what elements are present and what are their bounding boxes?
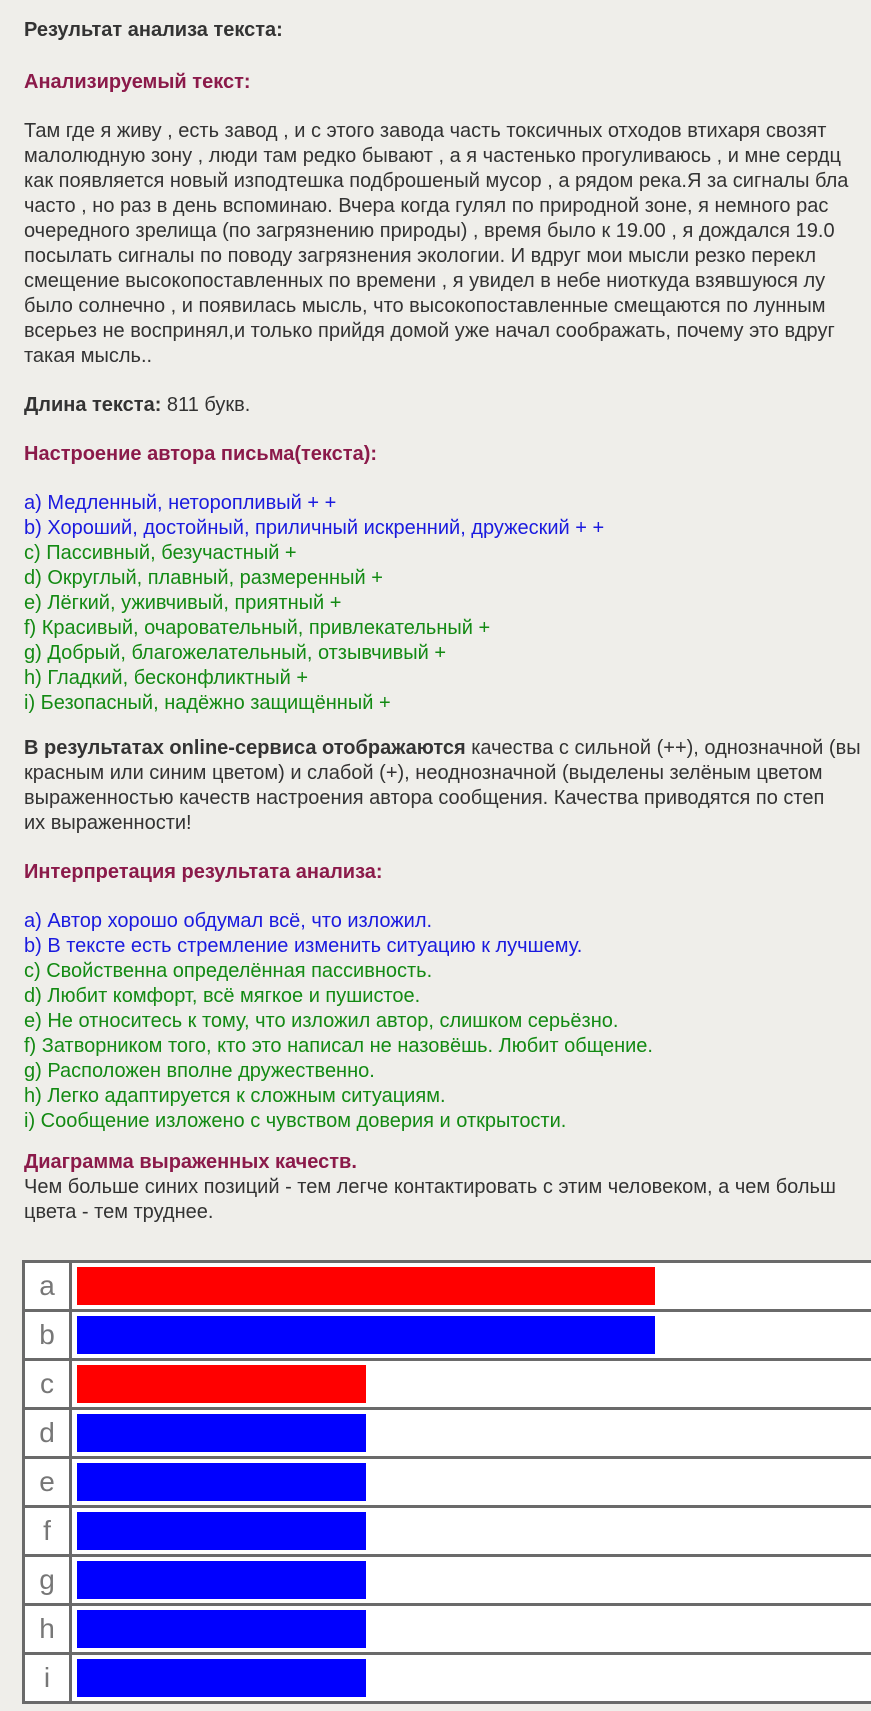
diagram-bar-h xyxy=(77,1610,366,1648)
diagram-bar-f xyxy=(77,1512,366,1550)
analyzed-text-line: очередного зрелища (по загрязнению природы) , время было к 19.00 , я дождался 19.0 xyxy=(24,220,835,242)
diagram-label-g: g xyxy=(25,1557,72,1603)
diagram-bar-g xyxy=(77,1561,366,1599)
mood-item-h: h) Гладкий, бесконфликтный + xyxy=(24,667,309,689)
diagram-track xyxy=(72,1655,871,1701)
service-note xyxy=(24,736,871,836)
diagram-track xyxy=(72,1606,871,1652)
mood-heading: Настроение автора письма(текста): xyxy=(24,443,378,465)
diagram-row-i xyxy=(25,1652,871,1701)
mood-item-f: f) Красивый, очаровательный, привлекательный + xyxy=(24,617,491,639)
text-length-value: 811 букв. xyxy=(161,394,251,416)
mood-item-c: c) Пассивный, безучастный + xyxy=(24,542,297,564)
diagram-row-b xyxy=(25,1309,871,1358)
diagram-row-g xyxy=(25,1554,871,1603)
diagram-row-a xyxy=(25,1263,871,1309)
diagram-description: Чем больше синих позиций - тем легче контактировать с этим человеком, а чем больш xyxy=(24,1176,836,1198)
diagram-heading: Диаграмма выраженных качеств. xyxy=(24,1151,357,1173)
interpretation-item-e: e) Не относитесь к тому, что изложил автор, слишком серьёзно. xyxy=(24,1010,619,1032)
analyzed-text-line: часто , но раз в день вспоминаю. Вчера когда гулял по природной зоне, я немного рас xyxy=(24,195,829,217)
diagram-track xyxy=(72,1508,871,1554)
diagram-bar-c xyxy=(77,1365,366,1403)
analysis-result-page xyxy=(24,18,871,1225)
service-note-text: красным или синим цветом) и слабой (+), неоднозначной (выделены зелёным цветом xyxy=(24,762,823,784)
analyzed-text-line: смещение высокопоставленных по времени , я увидел в небе ниоткуда взявшуюся лу xyxy=(24,270,826,292)
diagram-track xyxy=(72,1263,871,1309)
diagram-row-e xyxy=(25,1456,871,1505)
diagram-label-h: h xyxy=(25,1606,72,1652)
service-note-text: качества с сильной (++), однозначной (вы xyxy=(465,737,861,759)
interpretation-item-i: i) Сообщение изложено с чувством доверия и открытости. xyxy=(24,1110,567,1132)
diagram-label-b: b xyxy=(25,1312,72,1358)
diagram-label-i: i xyxy=(25,1655,72,1701)
mood-item-b: b) Хороший, достойный, приличный искренний, дружеский + + xyxy=(24,517,605,539)
diagram-row-h xyxy=(25,1603,871,1652)
analyzed-text-line: как появляется новый изподтешка подброшеный мусор , а рядом река.Я за сигналы бла xyxy=(24,170,849,192)
diagram-label-d: d xyxy=(25,1410,72,1456)
diagram-row-d xyxy=(25,1407,871,1456)
mood-item-d: d) Округлый, плавный, размеренный + xyxy=(24,567,383,589)
analyzed-text-line: всерьез не воспринял,и только прийдя домой уже начал соображать, почему это вдруг xyxy=(24,320,835,342)
analyzed-text-line: было солнечно , и появилась мысль, что высокопоставленные смещаются по лунным xyxy=(24,295,826,317)
interpretation-item-b: b) В тексте есть стремление изменить ситуацию к лучшему. xyxy=(24,935,583,957)
diagram-track xyxy=(72,1410,871,1456)
interpretation-item-f: f) Затворником того, кто это написал не назовёшь. Любит общение. xyxy=(24,1035,653,1057)
diagram-description: цвета - тем труднее. xyxy=(24,1201,214,1223)
diagram-row-c xyxy=(25,1358,871,1407)
diagram-bar-a xyxy=(77,1267,655,1305)
mood-list xyxy=(24,491,871,716)
diagram-label-a: a xyxy=(25,1263,72,1309)
diagram-track xyxy=(72,1312,871,1358)
text-length-label: Длина текста: xyxy=(24,394,162,416)
page-title: Результат анализа текста: xyxy=(24,19,283,41)
diagram-track xyxy=(72,1459,871,1505)
interpretation-item-a: a) Автор хорошо обдумал всё, что изложил. xyxy=(24,910,433,932)
analyzed-text-line: малолюдную зону , люди там редко бывают , а я частенько прогуливаюсь , и мне сердц xyxy=(24,145,841,167)
analyzed-text-heading: Анализируемый текст: xyxy=(24,71,251,93)
text-length xyxy=(24,393,871,418)
diagram-row-f xyxy=(25,1505,871,1554)
diagram-bar-e xyxy=(77,1463,366,1501)
service-note-bold: В результатах online-сервиса отображаются xyxy=(24,737,466,759)
interpretation-item-d: d) Любит комфорт, всё мягкое и пушистое. xyxy=(24,985,421,1007)
analyzed-text-line: такая мысль.. xyxy=(24,345,153,367)
diagram-bar-d xyxy=(77,1414,366,1452)
interpretation-heading: Интерпретация результата анализа: xyxy=(24,861,383,883)
diagram-bar-b xyxy=(77,1316,655,1354)
mood-item-e: e) Лёгкий, уживчивый, приятный + xyxy=(24,592,342,614)
diagram-bar-i xyxy=(77,1659,366,1697)
diagram-label-c: c xyxy=(25,1361,72,1407)
interpretation-list xyxy=(24,909,871,1134)
service-note-text: выраженностью качеств настроения автора сообщения. Качества приводятся по степ xyxy=(24,787,825,809)
diagram-track xyxy=(72,1361,871,1407)
service-note-text: их выраженности! xyxy=(24,812,192,834)
interpretation-item-h: h) Легко адаптируется к сложным ситуациям. xyxy=(24,1085,446,1107)
mood-item-g: g) Добрый, благожелательный, отзывчивый + xyxy=(24,642,447,664)
diagram-label-f: f xyxy=(25,1508,72,1554)
mood-item-a: a) Медленный, неторопливый + + xyxy=(24,492,337,514)
mood-item-i: i) Безопасный, надёжно защищённый + xyxy=(24,692,391,714)
analyzed-text-line: Там где я живу , есть завод , и с этого завода часть токсичных отходов втихаря свозят xyxy=(24,120,827,142)
qualities-diagram xyxy=(22,1260,871,1704)
interpretation-item-c: c) Свойственна определённая пассивность. xyxy=(24,960,433,982)
analyzed-text xyxy=(24,119,871,369)
analyzed-text-line: посылать сигналы по поводу загрязнения экологии. И вдруг мои мысли резко перекл xyxy=(24,245,817,267)
diagram-label-e: e xyxy=(25,1459,72,1505)
diagram-track xyxy=(72,1557,871,1603)
interpretation-item-g: g) Расположен вполне дружественно. xyxy=(24,1060,375,1082)
